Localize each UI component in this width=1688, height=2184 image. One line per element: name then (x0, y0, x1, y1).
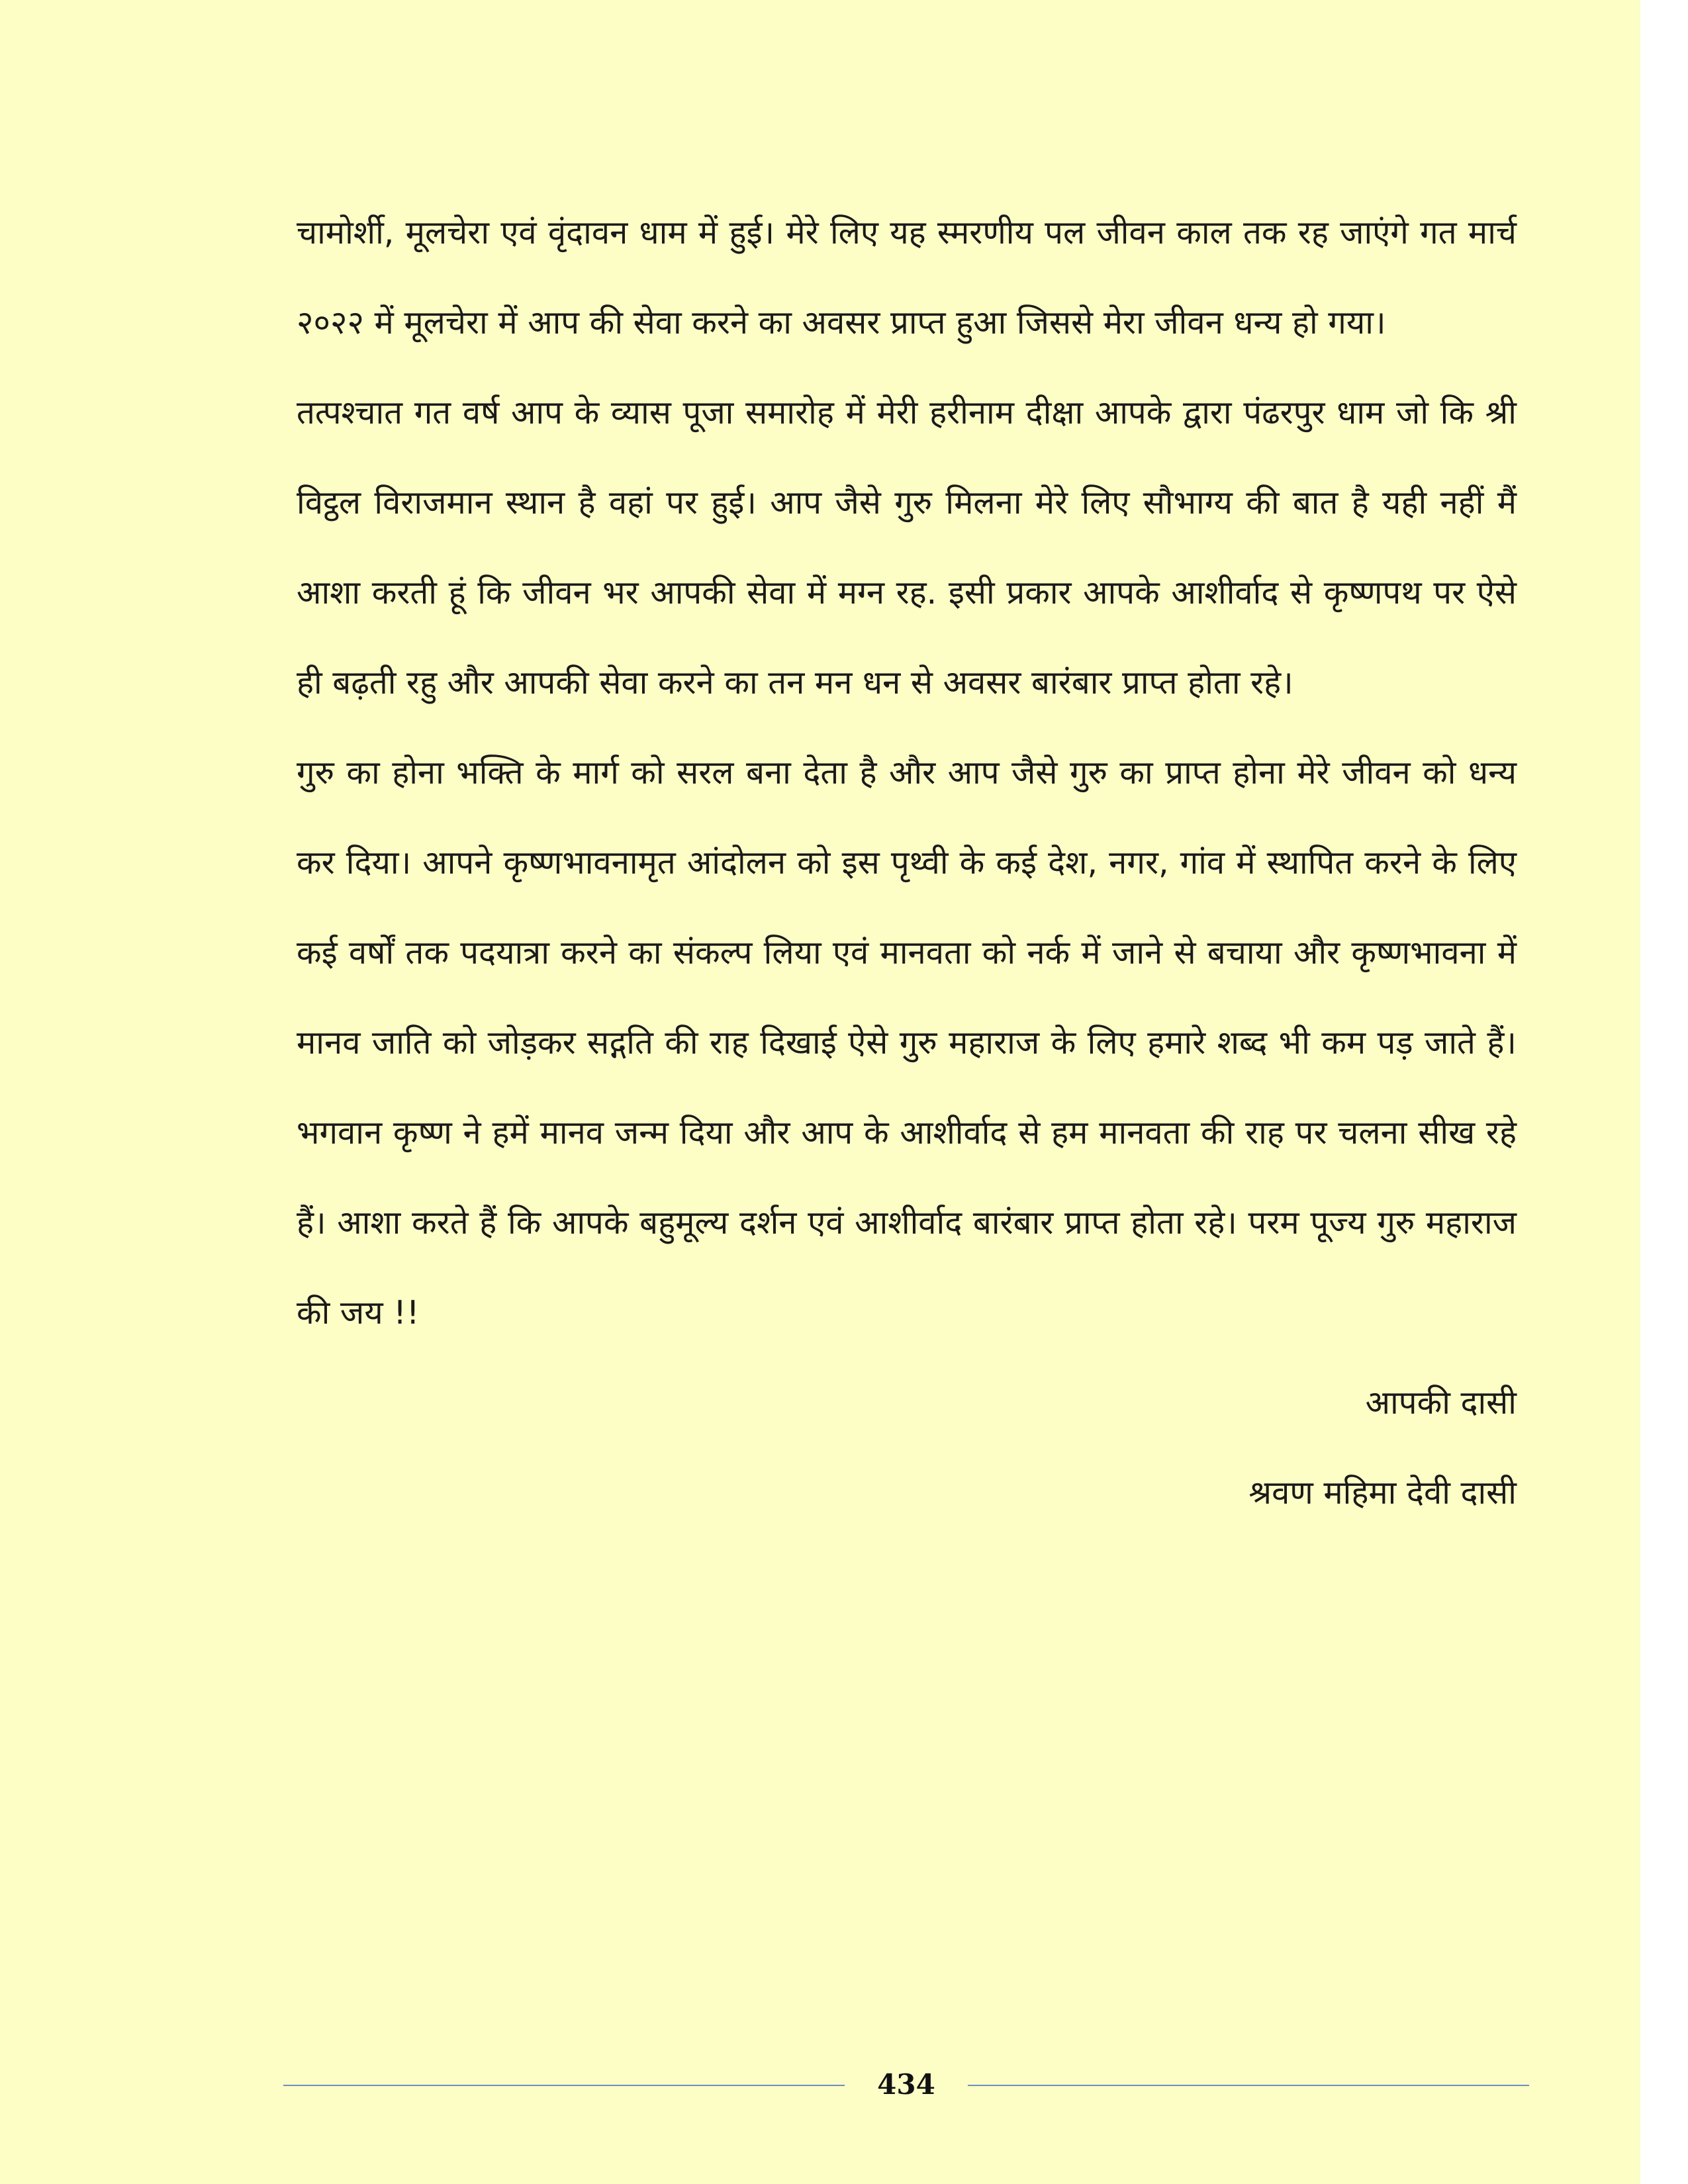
footer-rule-left (283, 2085, 845, 2086)
closing-line: आपकी दासी (1365, 1384, 1517, 1422)
signature-name: श्रवण महिमा देवी दासी (1248, 1474, 1517, 1512)
footer-rule-right (968, 2085, 1529, 2086)
page-number: 434 (877, 2068, 935, 2101)
paragraph-3: गुरु का होना भक्ति के मार्ग को सरल बना देता है और आप जैसे गुरु का प्राप्त होना मेरे जीवन को धन्य कर दिया। आपने कृष्णभावनामृत आंदोलन को इस पृथ्वी के कई देश, नगर, गांव में स्थापित करने के लिए कई वर्षों तक पदयात्रा करने का संकल्प लिया एवं मानवता को नर्क में जाने से बचाया और कृष्णभावना में मानव जाति को जोड़कर सद्गति की राह दिखाई ऐसे गुरु महाराज के लिए हमारे शब्द भी कम पड़ जाते हैं। भगवान कृष्ण ने हमें मानव जन्म दिया और आप के आशीर्वाद से हम मानवता की राह पर चलना सीख रहे हैं। आशा करते हैं कि आपके बहुमूल्य दर्शन एवं आशीर्वाद बारंबार प्राप्त होता रहे। परम पूज्य गुरु महाराज की जय !! (297, 754, 1517, 1332)
paragraph-2: तत्पश्चात गत वर्ष आप के व्यास पूजा समारोह में मेरी हरीनाम दीक्षा आपके द्वारा पंढरपुर धाम जो कि श्री विट्ठल विराजमान स्थान है वहां पर हुई। आप जैसे गुरु मिलना मेरे लिए सौभाग्य की बात है यही नहीं मैं आशा करती हूं कि जीवन भर आपकी सेवा में मग्न रह. इसी प्रकार आपके आशीर्वाद से कृष्णपथ पर ऐसे ही बढ़ती रहु और आपकी सेवा करने का तन मन धन से अवसर बारंबार प्राप्त होता रहे। (297, 394, 1517, 702)
letter-body (297, 188, 1517, 1538)
paragraph-1: चामोर्शी, मूलचेरा एवं वृंदावन धाम में हुई। मेरे लिए यह स्मरणीय पल जीवन काल तक रह जाएंगे गत मार्च २०२२ में मूलचेरा में आप की सेवा करने का अवसर प्राप्त हुआ जिससे मेरा जीवन धन्य हो गया। (297, 214, 1517, 341)
page-footer (0, 2065, 1640, 2105)
